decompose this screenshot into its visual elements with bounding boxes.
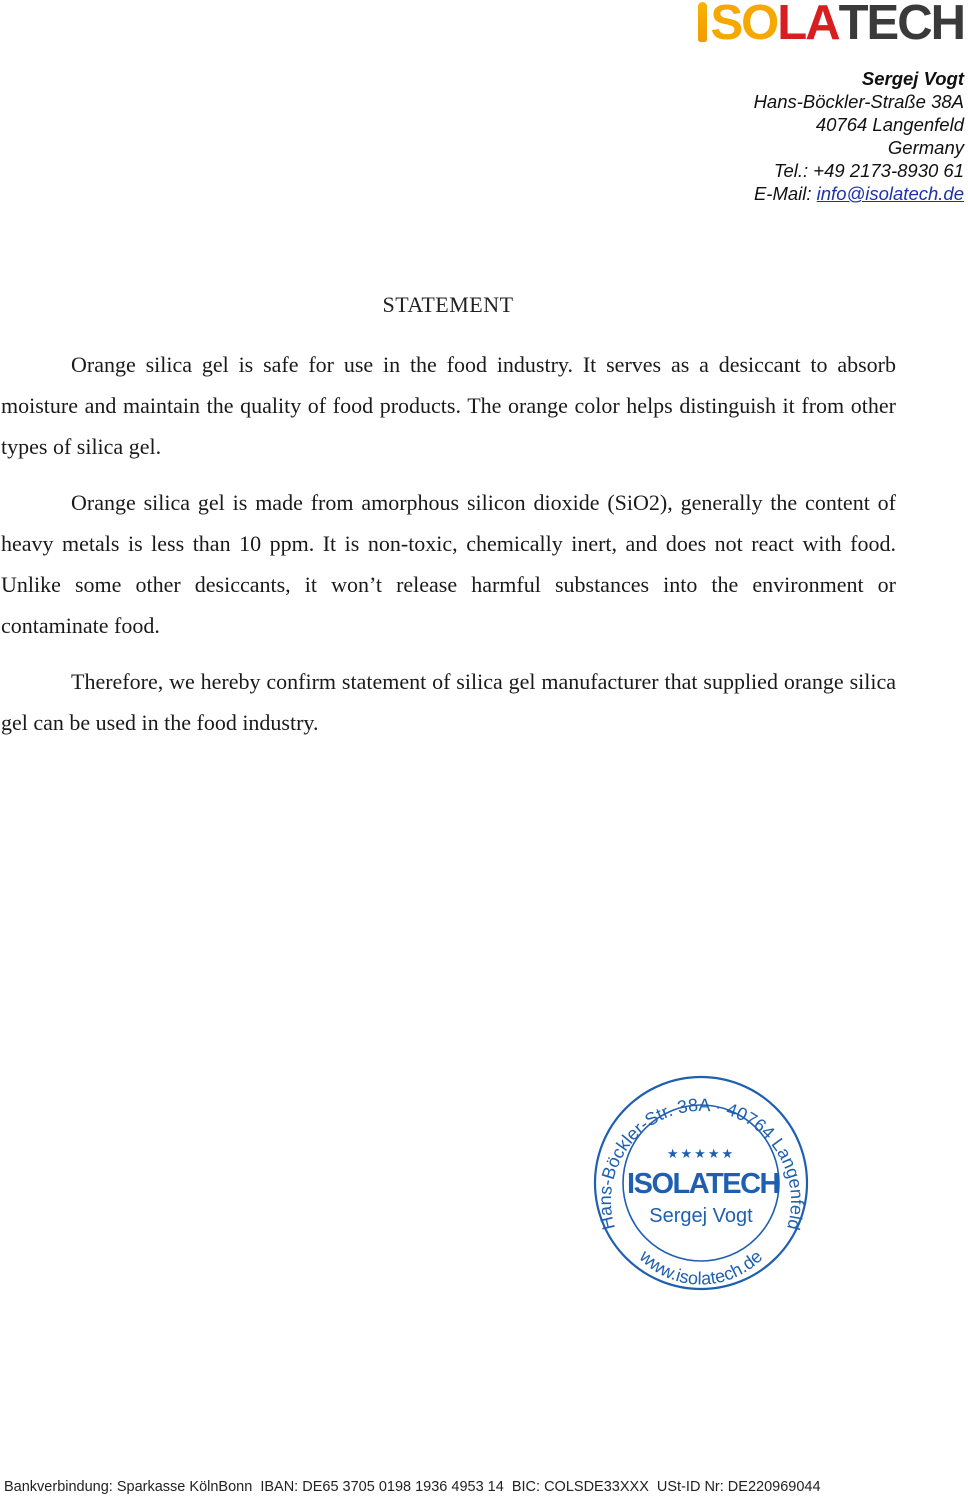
document-body xyxy=(1,344,896,758)
logo-part-la: LA xyxy=(777,0,839,50)
sender-address xyxy=(754,67,964,205)
isolatech-logo xyxy=(698,0,964,50)
stamp-stars-icon: ★★★★★ xyxy=(666,1147,736,1162)
sender-city: 40764 Langenfeld xyxy=(815,114,964,135)
paragraph-1: Orange silica gel is safe for use in the food industry. It serves as a desiccant to absorb moisture and maintain the quality of food products. The orange color helps distinguish it from other types of silica gel. xyxy=(1,352,896,459)
logo-part-so: SO xyxy=(710,0,778,50)
company-stamp xyxy=(592,1074,810,1292)
stamp-ring-text: Hans-Böckler-Str. 38A · 40764 Langenfeld xyxy=(594,1094,808,1233)
stamp-website: www.isolatech.de xyxy=(635,1246,767,1289)
document-title: STATEMENT xyxy=(382,292,514,317)
sender-email-line xyxy=(754,182,964,205)
email-label: E-Mail: xyxy=(753,183,817,204)
sender-phone: Tel.: +49 2173-8930 61 xyxy=(773,160,964,181)
stamp-brand: ISOLATECH xyxy=(627,1168,779,1200)
svg-text:www.isolatech.de xyxy=(635,1245,766,1288)
sender-street: Hans-Böckler-Straße 38A xyxy=(753,91,964,112)
sender-country: Germany xyxy=(887,137,964,158)
email-link[interactable]: info@isolatech.de xyxy=(816,183,964,204)
paragraph-3: Therefore, we hereby confirm statement of silica gel manufacturer that supplied orange silica gel can be used in the food industry. xyxy=(1,669,896,735)
sender-name: Sergej Vogt xyxy=(861,68,964,89)
paragraph-2: Orange silica gel is made from amorphous silicon dioxide (SiO2), generally the content of heavy metals is less than 10 ppm. It is non-toxic, chemically inert, and does not react with food. Unlike some other desiccants, it won’t release harmful substances into the environment or contaminate food. xyxy=(1,490,896,638)
stamp-name: Sergej Vogt xyxy=(649,1205,753,1227)
logo-bottle-icon xyxy=(698,2,707,42)
bank-details-footer: Bankverbindung: Sparkasse KölnBonn IBAN: DE65 3705 0198 1936 4953 14 BIC: COLSDE33XXX USt-ID Nr: DE220969044 xyxy=(4,1479,821,1495)
logo-part-tech: TECH xyxy=(838,0,964,50)
